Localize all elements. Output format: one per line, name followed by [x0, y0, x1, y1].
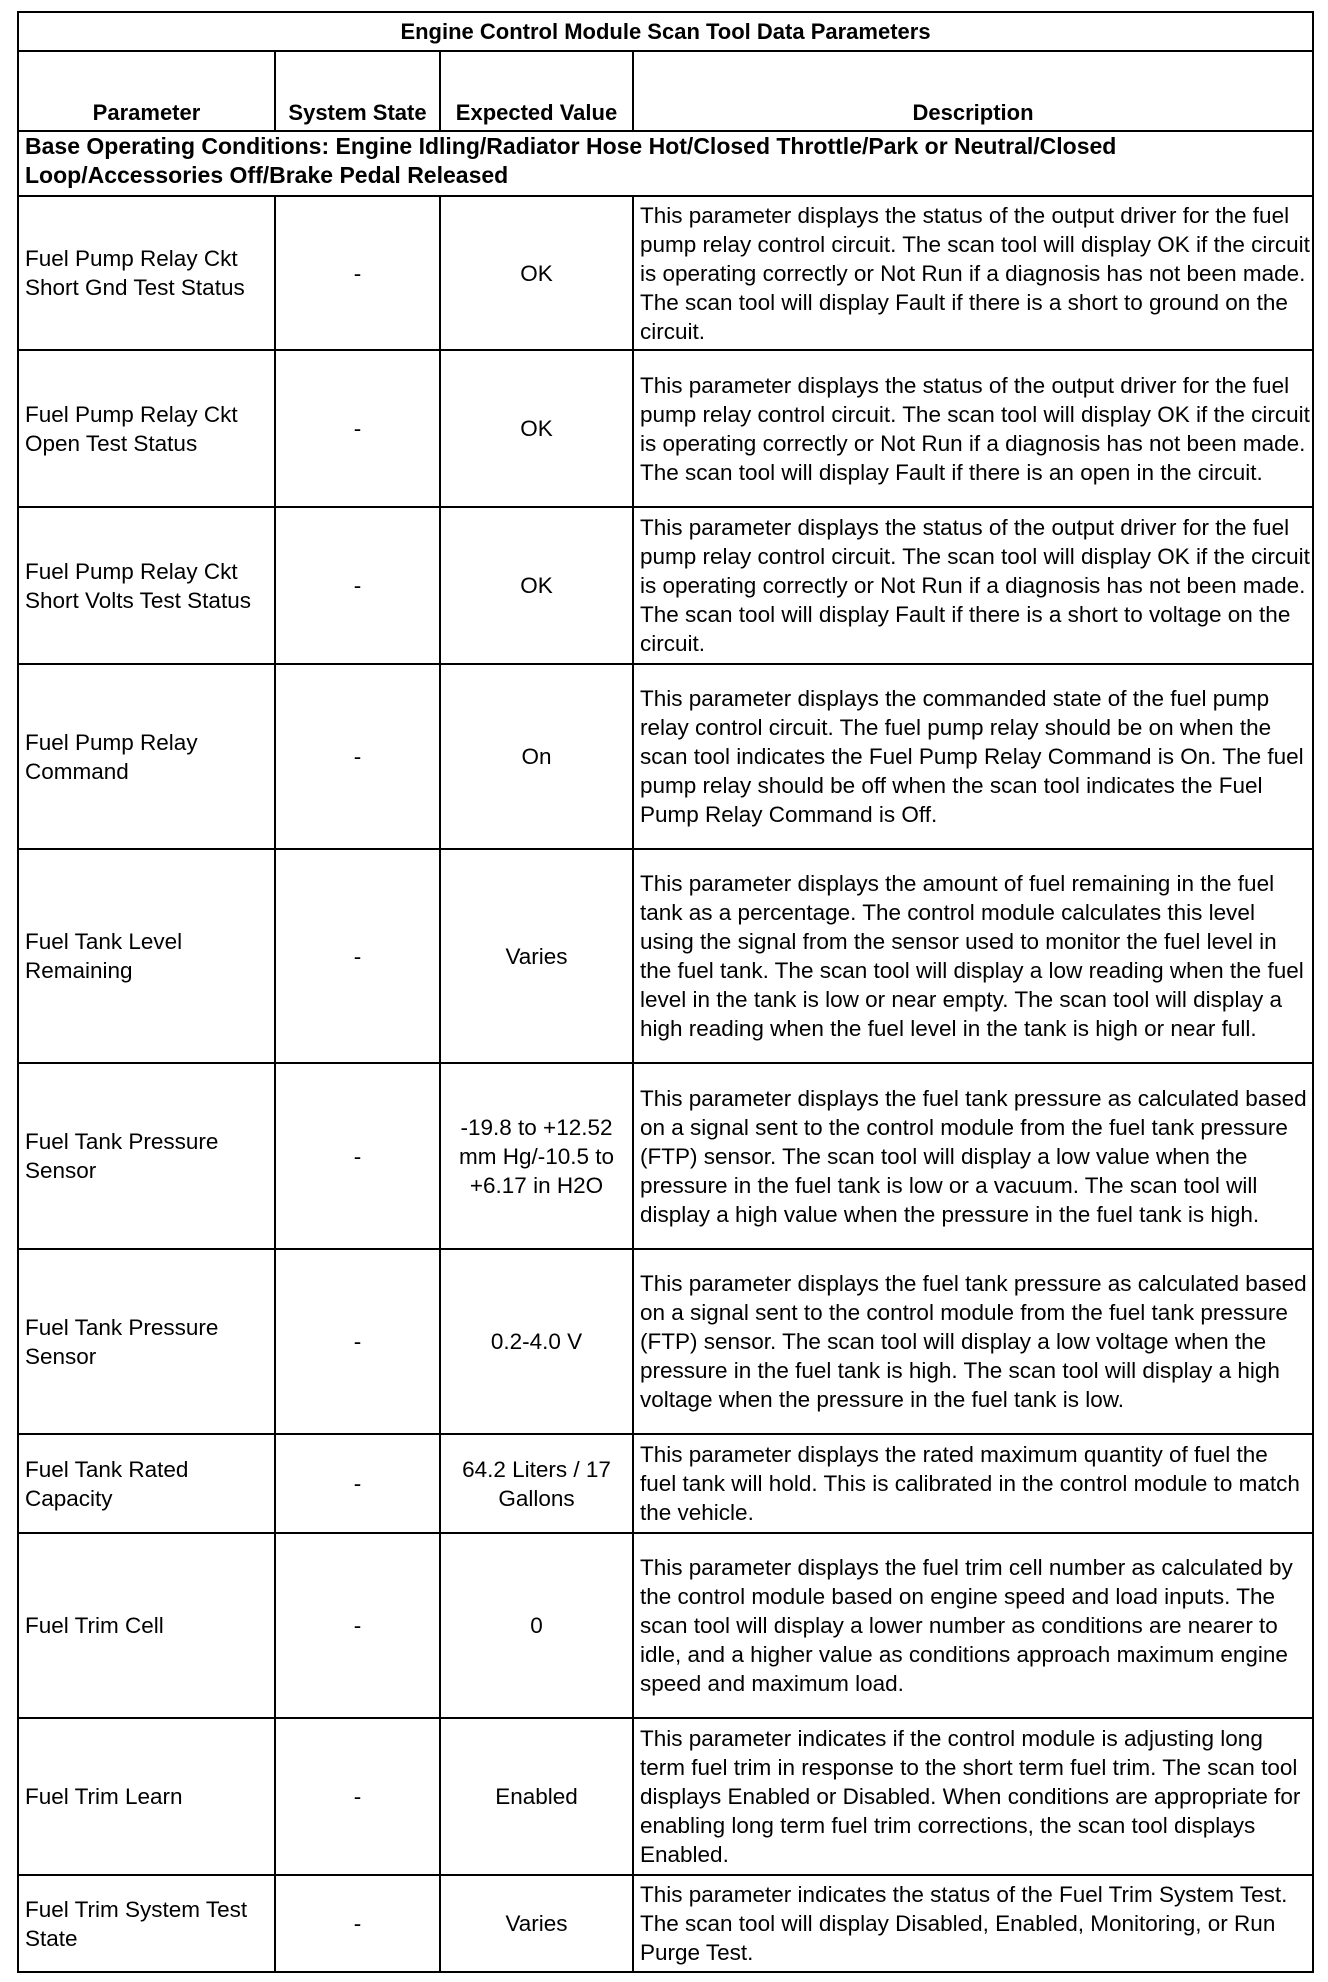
parameter-cell: Fuel Pump Relay Ckt Short Volts Test Status [18, 507, 275, 664]
parameter-cell: Fuel Pump Relay Ckt Open Test Status [18, 350, 275, 507]
system-state-cell: - [275, 664, 440, 849]
table-header-row [18, 51, 1313, 131]
parameter-cell: Fuel Pump Relay Ckt Short Gnd Test Status [18, 196, 275, 350]
table-title: Engine Control Module Scan Tool Data Parameters [18, 12, 1313, 51]
base-conditions-row [18, 131, 1313, 196]
table-title-row [18, 12, 1313, 51]
expected-value-cell: Varies [440, 849, 633, 1063]
description-cell: This parameter displays the commanded state of the fuel pump relay control circuit. The fuel pump relay should be on when the scan tool indicates the Fuel Pump Relay Command is On. The fuel pump relay should be off when the scan tool indicates the Fuel Pump Relay Command is Off. [633, 664, 1313, 849]
parameter-cell: Fuel Trim System Test State [18, 1875, 275, 1972]
system-state-cell: - [275, 849, 440, 1063]
table-row [18, 196, 1313, 350]
parameter-cell: Fuel Trim Cell [18, 1533, 275, 1718]
parameter-cell: Fuel Pump Relay Command [18, 664, 275, 849]
header-system-state: System State [275, 51, 440, 131]
expected-value-cell: -19.8 to +12.52 mm Hg/-10.5 to +6.17 in H2O [440, 1063, 633, 1249]
parameter-cell: Fuel Tank Level Remaining [18, 849, 275, 1063]
expected-value-cell: OK [440, 507, 633, 664]
system-state-cell: - [275, 1434, 440, 1533]
description-cell: This parameter indicates the status of the Fuel Trim System Test. The scan tool will display Disabled, Enabled, Monitoring, or Run Purge Test. [633, 1875, 1313, 1972]
system-state-cell: - [275, 1063, 440, 1249]
description-cell: This parameter indicates if the control module is adjusting long term fuel trim in response to the short term fuel trim. The scan tool displays Enabled or Disabled. When conditions are appropriate for enabling long term fuel trim corrections, the scan tool displays Enabled. [633, 1718, 1313, 1875]
base-operating-conditions: Base Operating Conditions: Engine Idling/Radiator Hose Hot/Closed Throttle/Park or Neutral/Closed Loop/Accessories Off/Brake Pedal Released [18, 131, 1313, 196]
table-row [18, 849, 1313, 1063]
system-state-cell: - [275, 1875, 440, 1972]
table-row [18, 1063, 1313, 1249]
system-state-cell: - [275, 507, 440, 664]
description-cell: This parameter displays the status of the output driver for the fuel pump relay control circuit. The scan tool will display OK if the circuit is operating correctly or Not Run if a diagnosis has not been made. The scan tool will display Fault if there is a short to voltage on the circuit. [633, 507, 1313, 664]
description-cell: This parameter displays the status of the output driver for the fuel pump relay control circuit. The scan tool will display OK if the circuit is operating correctly or Not Run if a diagnosis has not been made. The scan tool will display Fault if there is a short to ground on the circuit. [633, 196, 1313, 350]
expected-value-cell: 0.2-4.0 V [440, 1249, 633, 1434]
table-row [18, 1718, 1313, 1875]
description-cell: This parameter displays the fuel trim cell number as calculated by the control module based on engine speed and load inputs. The scan tool will display a lower number as conditions are nearer to idle, and a higher value as conditions approach maximum engine speed and maximum load. [633, 1533, 1313, 1718]
expected-value-cell: Varies [440, 1875, 633, 1972]
system-state-cell: - [275, 196, 440, 350]
expected-value-cell: 0 [440, 1533, 633, 1718]
system-state-cell: - [275, 1718, 440, 1875]
table-row [18, 507, 1313, 664]
scan-tool-data-table [17, 11, 1314, 1973]
expected-value-cell: Enabled [440, 1718, 633, 1875]
description-cell: This parameter displays the rated maximum quantity of fuel the fuel tank will hold. This is calibrated in the control module to match the vehicle. [633, 1434, 1313, 1533]
parameter-cell: Fuel Tank Pressure Sensor [18, 1249, 275, 1434]
parameter-cell: Fuel Tank Pressure Sensor [18, 1063, 275, 1249]
description-cell: This parameter displays the amount of fuel remaining in the fuel tank as a percentage. The control module calculates this level using the signal from the sensor used to monitor the fuel level in the fuel tank. The scan tool will display a low reading when the fuel level in the tank is low or near empty. The scan tool will display a high reading when the fuel level in the tank is high or near full. [633, 849, 1313, 1063]
system-state-cell: - [275, 1249, 440, 1434]
header-expected-value: Expected Value [440, 51, 633, 131]
header-description: Description [633, 51, 1313, 131]
table-row [18, 350, 1313, 507]
description-cell: This parameter displays the fuel tank pressure as calculated based on a signal sent to the control module from the fuel tank pressure (FTP) sensor. The scan tool will display a low voltage when the pressure in the fuel tank is high. The scan tool will display a high voltage when the pressure in the fuel tank is low. [633, 1249, 1313, 1434]
expected-value-cell: OK [440, 350, 633, 507]
system-state-cell: - [275, 1533, 440, 1718]
system-state-cell: - [275, 350, 440, 507]
description-cell: This parameter displays the status of the output driver for the fuel pump relay control circuit. The scan tool will display OK if the circuit is operating correctly or Not Run if a diagnosis has not been made. The scan tool will display Fault if there is an open in the circuit. [633, 350, 1313, 507]
description-cell: This parameter displays the fuel tank pressure as calculated based on a signal sent to the control module from the fuel tank pressure (FTP) sensor. The scan tool will display a low value when the pressure in the fuel tank is low or a vacuum. The scan tool will display a high value when the pressure in the fuel tank is high. [633, 1063, 1313, 1249]
expected-value-cell: On [440, 664, 633, 849]
table-row [18, 664, 1313, 849]
table-row [18, 1434, 1313, 1533]
table-row [18, 1249, 1313, 1434]
expected-value-cell: OK [440, 196, 633, 350]
expected-value-cell: 64.2 Liters / 17 Gallons [440, 1434, 633, 1533]
table-row [18, 1875, 1313, 1972]
parameter-cell: Fuel Trim Learn [18, 1718, 275, 1875]
parameter-cell: Fuel Tank Rated Capacity [18, 1434, 275, 1533]
table-row [18, 1533, 1313, 1718]
header-parameter: Parameter [18, 51, 275, 131]
